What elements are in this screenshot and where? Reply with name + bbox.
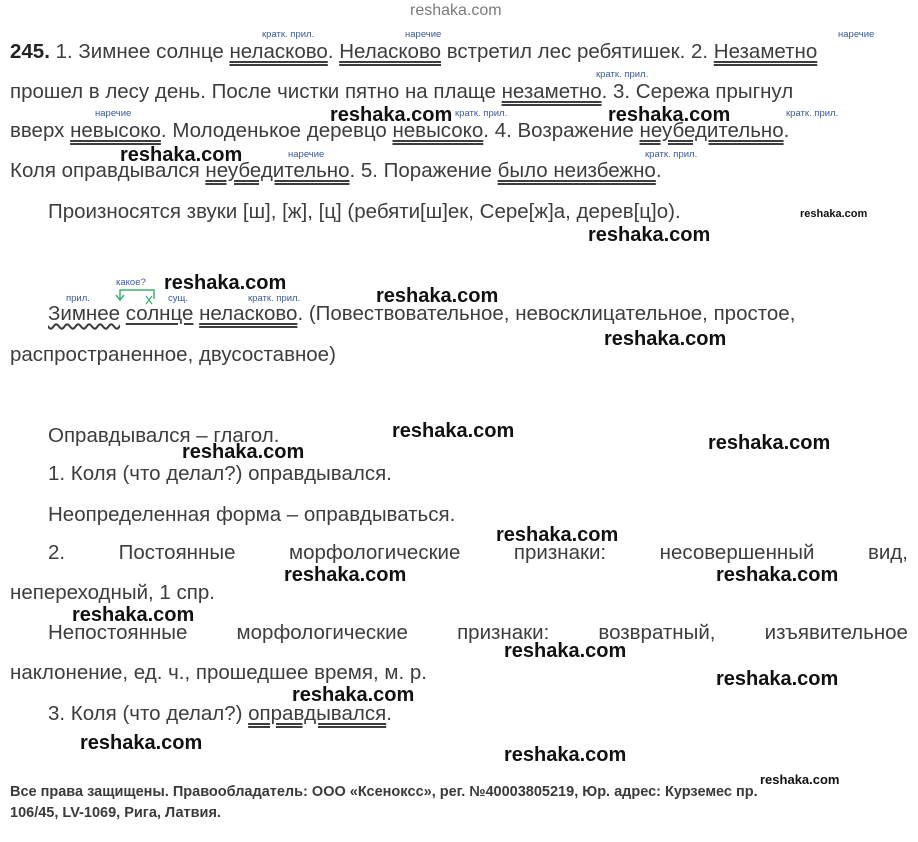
watermark: reshaka.com (80, 732, 203, 754)
text: . (386, 702, 392, 725)
annotation-short-adj: кратк. прил. (248, 293, 301, 304)
parsed-word: неласково (199, 302, 298, 325)
word: признаки: (457, 621, 550, 644)
word: Постоянные (118, 541, 236, 564)
word: Непостоянные (48, 621, 188, 644)
watermark: reshaka.com (708, 432, 831, 454)
watermark-small: reshaka.com (760, 772, 840, 787)
watermark: reshaka.com (504, 640, 627, 662)
watermark: reshaka.com (504, 744, 627, 766)
watermark: reshaka.com (716, 668, 839, 690)
underlined-word: невысоко (70, 119, 161, 142)
watermark-top: reshaka.com (410, 2, 502, 19)
underlined-word: оправдывался (248, 702, 387, 725)
annotation-noun: сущ. (168, 293, 188, 304)
word: морфологические (289, 541, 461, 564)
word: возвратный, (598, 621, 716, 644)
watermark: reshaka.com (608, 104, 731, 126)
word: 2. (48, 541, 66, 564)
parsed-word: Зимнее (48, 302, 121, 325)
verb-point-1: 1. Коля (что делал?) оправдывался. (48, 462, 392, 485)
watermark: reshaka.com (716, 564, 839, 586)
annotation-adj: прил. (66, 293, 90, 304)
word: вид, (867, 541, 908, 564)
annotation-short-adj: кратк. прил. (786, 108, 839, 119)
underlined-word: было неизбежно (497, 159, 656, 182)
verb-title: Оправдывался – глагол. (48, 424, 280, 447)
text: . 5. Поражение (349, 159, 498, 182)
underlined-word: незаметно (501, 80, 602, 103)
verb-point-2-cont: непереходный, 1 спр. (10, 581, 215, 604)
underlined-word: неубедительно (639, 119, 784, 142)
watermark: reshaka.com (284, 564, 407, 586)
watermark: reshaka.com (164, 272, 287, 294)
annotation-adverb: наречие (838, 29, 875, 40)
watermark: reshaka.com (292, 684, 415, 706)
underlined-word: неласково (229, 40, 328, 63)
footer-line-2: 106/45, LV-1069, Рига, Латвия. (10, 805, 221, 821)
annotation-adverb: наречие (405, 29, 442, 40)
watermark: reshaka.com (604, 328, 727, 350)
word: несовершенный (659, 541, 815, 564)
text: Коля оправдывался (10, 159, 206, 182)
copyright-footer (10, 782, 910, 824)
parse-line-2: распространенное, двусоставное) (10, 343, 336, 366)
verb-point-2 (48, 541, 908, 565)
underlined-word: невысоко (392, 119, 484, 142)
sounds-line: Произносятся звуки [ш], [ж], [ц] (ребяти[ш]ек, Сере[ж]а, дерев[ц]о). (48, 200, 681, 223)
underlined-word: Неласково (339, 40, 442, 63)
text: вверх (10, 119, 71, 142)
parsed-word: солнце (125, 302, 194, 325)
watermark: reshaka.com (376, 285, 499, 307)
verb-point-2-variable-cont: наклонение, ед. ч., прошедшее время, м. р. (10, 661, 427, 684)
underlined-word: Незаметно (713, 40, 818, 63)
annotation-short-adj: кратк. прил. (262, 29, 315, 40)
text: . (Повествовательное, невосклицательное, простое, (297, 302, 796, 325)
text: прошел в лесу день. После чистки пятно на плаще (10, 80, 502, 103)
text: 3. Коля (что делал?) (48, 702, 249, 725)
watermark: reshaka.com (182, 441, 305, 463)
watermark-small: reshaka.com (800, 208, 868, 220)
word: признаки: (513, 541, 607, 564)
word: морфологические (236, 621, 408, 644)
text: . (783, 119, 790, 142)
watermark: reshaka.com (588, 224, 711, 246)
text: . (327, 40, 340, 63)
word: изъявительное (764, 621, 908, 644)
annotation-short-adj: кратк. прил. (645, 149, 698, 160)
underlined-word: неубедительно (205, 159, 350, 182)
watermark: reshaka.com (496, 524, 619, 546)
watermark: reshaka.com (72, 604, 195, 626)
annotation-short-adj: кратк. прил. (596, 69, 649, 80)
exercise-number: 245. (10, 40, 50, 63)
verb-infinitive: Неопределенная форма – оправдываться. (48, 503, 456, 526)
text: встретил лес ребятишек. 2. (441, 40, 714, 63)
watermark: reshaka.com (120, 144, 243, 166)
watermark: reshaka.com (330, 104, 453, 126)
text: . (655, 159, 662, 182)
annotation-short-adj: кратк. прил. (455, 108, 508, 119)
footer-line-1: Все права защищены. Правообладатель: ООО «Ксенокcс», рег. №40003805219, Юр. адрес: Курземес пр. (10, 784, 758, 800)
annotation-adverb: наречие (288, 149, 325, 160)
text: . 4. Возражение (483, 119, 640, 142)
annotation-question: какое? (116, 277, 146, 288)
text: 1. Зимнее солнце (55, 40, 230, 63)
watermark: reshaka.com (392, 420, 515, 442)
text: . Молоденькое деревцо (160, 119, 393, 142)
annotation-adverb: наречие (95, 108, 132, 119)
text: . 3. Сережа прыгнул (601, 80, 794, 103)
